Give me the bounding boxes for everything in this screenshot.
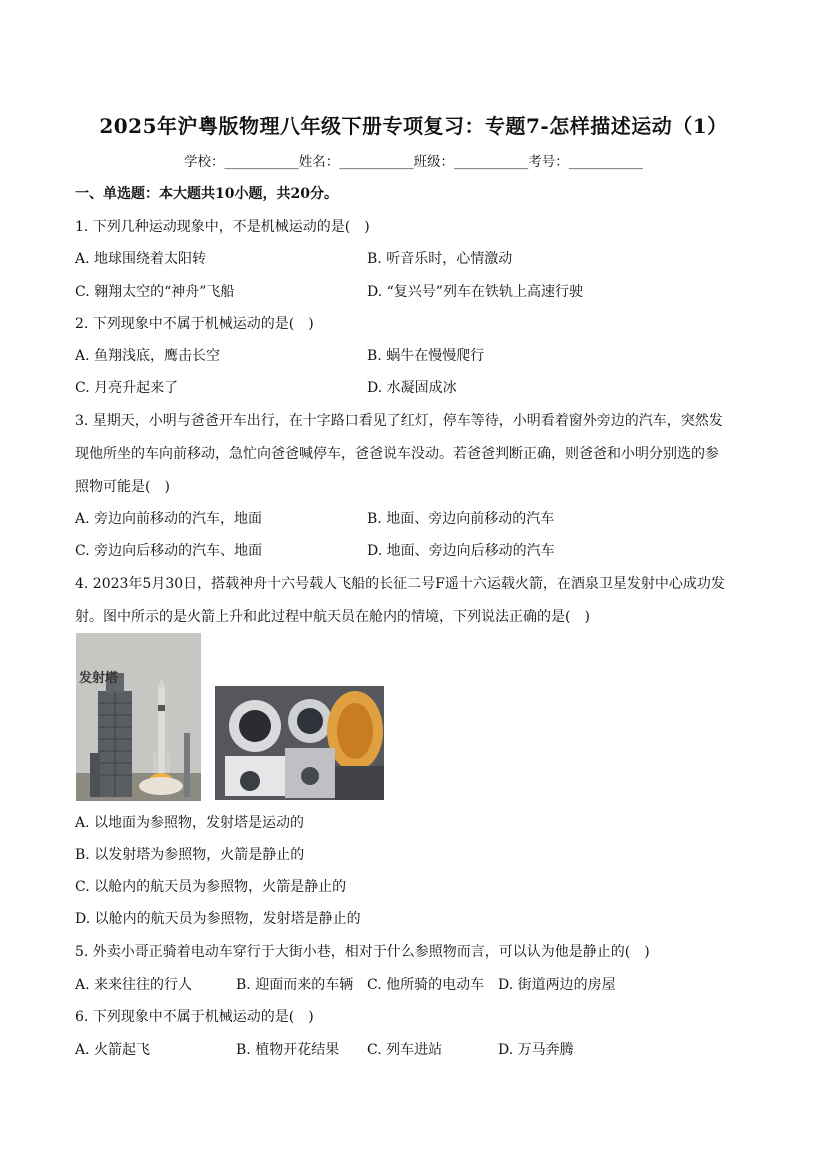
question-4-stem-line-1: 4. 2023年5月30日，搭载神舟十六号载人飞船的长征二号F遥十六运载火箭，在酒泉卫星发射中心成功发	[75, 576, 725, 592]
question-5-stem: 5. 外卖小哥正骑着电动车穿行于大街小巷，相对于什么参照物而言，可以认为他是静止的( )	[75, 944, 650, 960]
question-4-option-b[interactable]: B. 以发射塔为参照物，火箭是静止的	[75, 847, 305, 863]
question-3-stem-line-3: 照物可能是( )	[75, 479, 170, 495]
launch-tower-label: 发射塔	[79, 671, 119, 686]
question-4-stem-line-2: 射。图中所示的是火箭上升和此过程中航天员在舱内的情境，下列说法正确的是( )	[75, 609, 590, 625]
question-5-option-b[interactable]: B. 迎面而来的车辆	[236, 977, 354, 993]
question-6-option-b[interactable]: B. 植物开花结果	[236, 1042, 340, 1058]
question-1-option-d[interactable]: D. “复兴号”列车在铁轨上高速行驶	[367, 284, 583, 300]
question-6-option-d[interactable]: D. 万马奔腾	[498, 1042, 574, 1058]
question-3-option-b[interactable]: B. 地面、旁边向前移动的汽车	[367, 511, 555, 527]
question-3-stem-line-1: 3. 星期天，小明与爸爸开车出行，在十字路口看见了红灯，停车等待，小明看着窗外旁边的汽车，突然发	[75, 413, 723, 429]
question-2-option-c[interactable]: C. 月亮升起来了	[75, 380, 179, 396]
question-6-stem: 6. 下列现象中不属于机械运动的是( )	[75, 1009, 314, 1025]
question-4-option-d[interactable]: D. 以舱内的航天员为参照物，发射塔是静止的	[75, 911, 361, 927]
question-5-option-c[interactable]: C. 他所骑的电动车	[367, 977, 485, 993]
question-1-option-a[interactable]: A. 地球围绕着太阳转	[75, 251, 207, 267]
question-4-option-c[interactable]: C. 以舱内的航天员为参照物，火箭是静止的	[75, 879, 347, 895]
launch-tower-photo	[76, 633, 201, 801]
question-2-stem: 2. 下列现象中不属于机械运动的是( )	[75, 316, 314, 332]
astronauts-illustration	[215, 686, 384, 800]
question-4-option-a[interactable]: A. 以地面为参照物，发射塔是运动的	[75, 815, 305, 831]
question-2-option-b[interactable]: B. 蜗牛在慢慢爬行	[367, 348, 485, 364]
question-1-option-c[interactable]: C. 翱翔太空的“神舟”飞船	[75, 284, 235, 300]
question-5-option-a[interactable]: A. 来来往往的行人	[75, 977, 193, 993]
launch-tower-illustration	[76, 633, 201, 801]
question-2-option-d[interactable]: D. 水凝固成冰	[367, 380, 457, 396]
question-6-option-a[interactable]: A. 火箭起飞	[75, 1042, 151, 1058]
astronauts-photo	[215, 686, 384, 800]
question-3-option-d[interactable]: D. 地面、旁边向后移动的汽车	[367, 543, 555, 559]
student-info-line: 学校：___________姓名：___________班级：___________考号：___________	[184, 154, 643, 170]
page-title: 2025年沪粤版物理八年级下册专项复习：专题7-怎样描述运动（1）	[99, 114, 728, 138]
section-heading: 一、单选题：本大题共10小题，共20分。	[75, 186, 338, 202]
question-6-option-c[interactable]: C. 列车进站	[367, 1042, 443, 1058]
question-3-option-c[interactable]: C. 旁边向后移动的汽车、地面	[75, 543, 263, 559]
question-3-stem-line-2: 现他所坐的车向前移动，急忙向爸爸喊停车，爸爸说车没动。若爸爸判断正确，则爸爸和小明分别选的参	[75, 446, 719, 462]
question-1-option-b[interactable]: B. 听音乐时，心情激动	[367, 251, 513, 267]
question-2-option-a[interactable]: A. 鱼翔浅底，鹰击长空	[75, 348, 221, 364]
question-5-option-d[interactable]: D. 街道两边的房屋	[498, 977, 616, 993]
question-3-option-a[interactable]: A. 旁边向前移动的汽车，地面	[75, 511, 263, 527]
question-1-stem: 1. 下列几种运动现象中，不是机械运动的是( )	[75, 219, 370, 235]
